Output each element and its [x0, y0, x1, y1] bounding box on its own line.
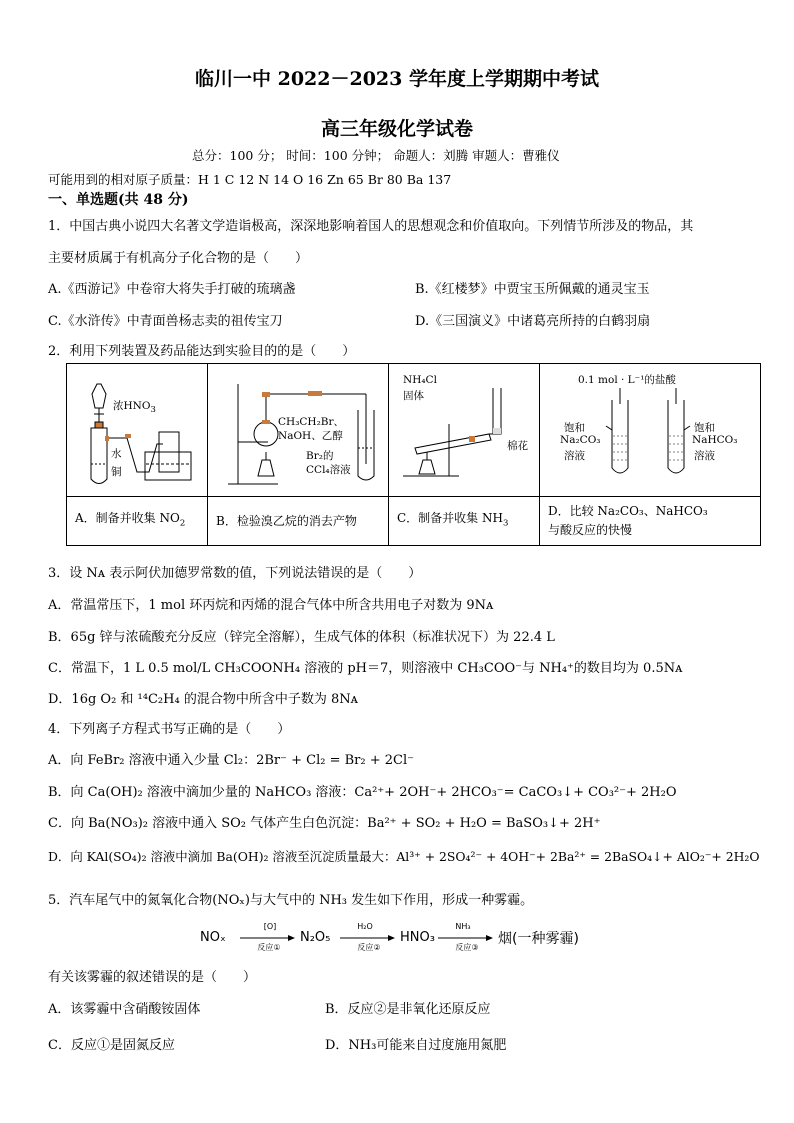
chain-arrow-1 — [240, 935, 296, 941]
q3-option-c: C．常温下，1 L 0.5 mol/L CH₃COONH₄ 溶液的 pH＝7，则溶液中 CH₃COO⁻与 NH₄⁺的数目均为 0.5Nᴀ — [48, 661, 683, 676]
chain-species-4: 烟(一种雾霾) — [498, 931, 579, 947]
figure-c-cotton-label: 棉花 — [507, 440, 528, 452]
q5-stem: 5．汽车尾气中的氮氧化合物(NOₓ)与大气中的 NH₃ 发生如下作用，形成一种雾霾。 — [48, 893, 534, 908]
q4-option-c: C．向 Ba(NO₃)₂ 溶液中通入 SO₂ 气体产生白色沉淀：Ba²⁺ + SO₂ + H₂O = BaSO₃↓+ 2H⁺ — [48, 816, 601, 831]
figure-b-reagent-line1: CH₃CH₂Br、 — [278, 416, 345, 428]
figure-a-water-label: 水 — [111, 448, 122, 460]
q5-option-b: B．反应②是非氧化还原反应 — [325, 1002, 491, 1017]
chain-step-2: 反应② — [357, 943, 381, 952]
q2-stem: 2．利用下列装置及药品能达到实验目的的是（ ） — [48, 344, 356, 359]
chain-species-3: HNO₃ — [400, 930, 435, 945]
caption-d-line2: 与酸反应的快慢 — [548, 523, 633, 537]
figure-a — [67, 364, 207, 496]
q1-stem-line2: 主要材质属于有机高分子化合物的是（ ） — [48, 251, 309, 266]
figure-d-left-line1: 饱和 — [564, 422, 585, 434]
q5-substem: 有关该雾霾的叙述错误的是（ ） — [48, 970, 257, 985]
chain-species-2: N₂O₅ — [300, 930, 331, 945]
figure-a-acid-label: 浓$HNO_3$ — [113, 400, 156, 416]
apparatus-table — [66, 363, 761, 546]
figure-c — [389, 364, 539, 496]
caption-d — [540, 497, 761, 546]
figure-b-reagent-line2: NaOH、乙醇 — [278, 430, 343, 442]
q5-option-c: C．反应①是固氮反应 — [48, 1038, 175, 1053]
q1-stem-line1: 1．中国古典小说四大名著文学造诣极高，深深地影响着国人的思想观念和价值取向。下列情节所涉及的物品，其 — [48, 219, 694, 234]
caption-a: A．制备并收集 $NO_2$ — [67, 497, 208, 546]
chain-species-1: NOₓ — [200, 930, 226, 945]
q3-stem: 3．设 Nᴀ 表示阿伏加德罗常数的值，下列说法错误的是（ ） — [48, 566, 422, 581]
caption-c: C．制备并收集 $NH_3$ — [389, 497, 540, 546]
atomic-masses: 可能用到的相对原子质量：H 1 C 12 N 14 O 16 Zn 65 Br 80 Ba 137 — [48, 172, 452, 187]
q5-option-a: A．该雾霾中含硝酸铵固体 — [48, 1002, 201, 1017]
figure-d-right-line3: 溶液 — [694, 450, 715, 462]
q5-option-d: D．NH₃可能来自过度施用氮肥 — [325, 1038, 507, 1053]
q4-stem: 4．下列离子方程式书写正确的是（ ） — [48, 722, 291, 737]
figure-a-copper-label: 铜 — [111, 466, 122, 478]
q1-option-b: B.《红楼梦》中贾宝玉所佩戴的通灵宝玉 — [415, 282, 650, 297]
q3-option-b: B．65g 锌与浓硫酸充分反应（锌完全溶解），生成气体的体积（标准状况下）为 22.4 L — [48, 630, 555, 645]
page-title: 临川一中 2022－2023 学年度上学期期中考试 — [195, 68, 599, 90]
figure-c-solid-line2: 固体 — [403, 390, 424, 402]
figure-d-left-line3: 溶液 — [564, 450, 585, 462]
figure-b-trap-line1: Br₂的 — [306, 450, 334, 462]
chain-arrow-2 — [340, 935, 396, 941]
q4-option-a: A．向 FeBr₂ 溶液中通入少量 Cl₂：2Br⁻ + Cl₂ = Br₂ + 2Cl⁻ — [48, 753, 414, 768]
caption-b: B．检验溴乙烷的消去产物 — [208, 497, 389, 546]
chain-reagent-1: [O] — [263, 922, 277, 931]
q1-option-c: C.《水浒传》中青面兽杨志卖的祖传宝刀 — [48, 314, 283, 329]
figure-b-trap-line2: CCl₄溶液 — [306, 464, 351, 476]
chain-step-1: 反应① — [257, 943, 281, 952]
no2-apparatus-drawing — [67, 364, 207, 496]
figure-c-solid-line1: NH₄Cl — [403, 374, 437, 386]
q4-option-b: B．向 Ca(OH)₂ 溶液中滴加少量的 NaHCO₃ 溶液：Ca²⁺+ 2OH⁻+ 2HCO₃⁻= CaCO₃↓+ CO₃²⁻+ 2H₂O — [48, 785, 677, 800]
section-title: 一、单选题(共 48 分) — [48, 192, 189, 208]
figure-d — [540, 364, 760, 496]
chain-step-3: 反应③ — [455, 943, 479, 952]
chain-reagent-3: NH₃ — [455, 922, 471, 931]
caption-d-line1: D．比较 Na₂CO₃、NaHCO₃ — [548, 504, 708, 518]
page-subtitle: 高三年级化学试卷 — [320, 118, 473, 140]
figure-d-right-line1: 饱和 — [694, 422, 715, 434]
q1-option-a: A.《西游记》中卷帘大将失手打破的琉璃盏 — [48, 282, 296, 297]
exam-info: 总分：100 分； 时间：100 分钟； 命题人：刘腾 审题人：曹雅仪 — [192, 148, 560, 163]
chain-arrow-3 — [438, 935, 494, 941]
chain-reagent-2: H₂O — [357, 922, 373, 931]
q4-option-d: D．向 KAl(SO₄)₂ 溶液中滴加 Ba(OH)₂ 溶液至沉淀质量最大：Al³⁺ + 2SO₄²⁻ + 4OH⁻+ 2Ba²⁺ = 2BaSO₄↓+ AlO₂⁻+ 2H₂O — [48, 849, 760, 864]
figure-d-acid-label: 0.1 mol · L⁻¹的盐酸 — [578, 374, 676, 386]
reaction-chain — [200, 922, 620, 956]
q3-option-d: D．16g O₂ 和 ¹⁴C₂H₄ 的混合物中所含中子数为 8Nᴀ — [48, 692, 358, 707]
figure-d-left-line2: Na₂CO₃ — [560, 434, 601, 446]
figure-d-right-line2: NaHCO₃ — [692, 434, 738, 446]
figure-b — [208, 364, 388, 496]
q1-option-d: D.《三国演义》中诸葛亮所持的白鹤羽扇 — [415, 314, 651, 329]
q3-option-a: A．常温常压下，1 mol 环丙烷和丙烯的混合气体中所含共用电子对数为 9Nᴀ — [48, 598, 494, 613]
